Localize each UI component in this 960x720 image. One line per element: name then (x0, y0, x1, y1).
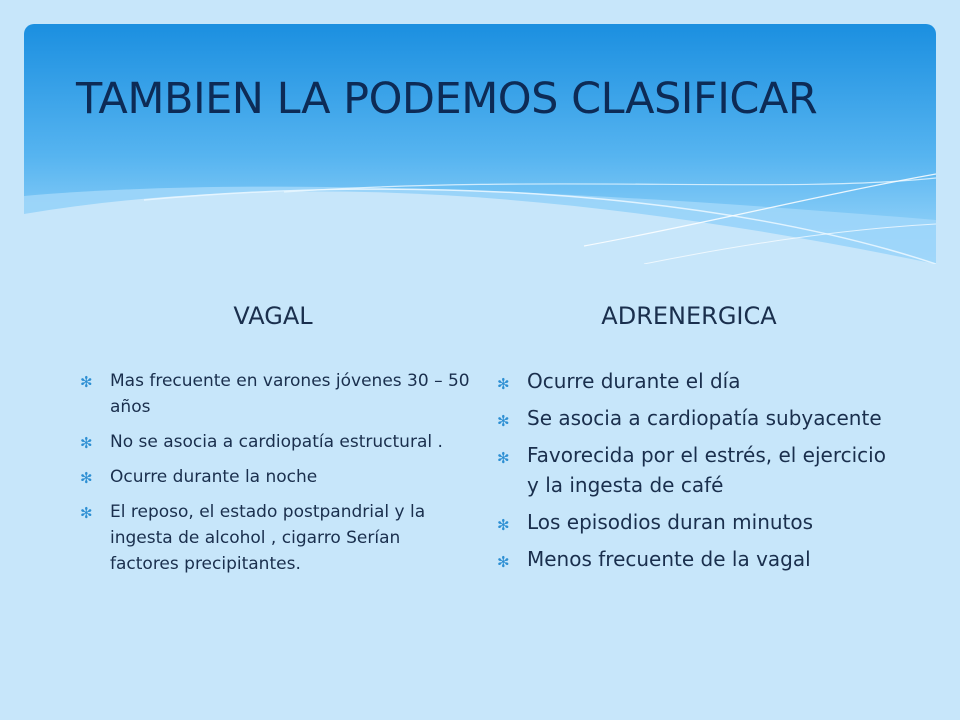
vagal-list (80, 368, 472, 586)
asterisk-bullet-icon: ✻ (497, 553, 510, 571)
slide-title: TAMBIEN LA PODEMOS CLASIFICAR (76, 74, 818, 124)
list-item-text: Los episodios duran minutos (527, 510, 814, 534)
asterisk-bullet-icon: ✻ (80, 434, 93, 452)
list-item-text: Se asocia a cardiopatía subyacente (527, 406, 882, 430)
asterisk-bullet-icon: ✻ (80, 373, 93, 391)
list-item-text: Ocurre durante el día (527, 369, 741, 393)
list-item (80, 499, 472, 577)
list-item (80, 429, 472, 455)
list-item (497, 507, 897, 537)
list-item (497, 440, 897, 500)
asterisk-bullet-icon: ✻ (497, 449, 510, 467)
list-item (497, 403, 897, 433)
header-wave-graphic (24, 24, 936, 264)
vagal-heading: VAGAL (233, 302, 313, 330)
list-item-text: Favorecida por el estrés, el ejercicio y la ingesta de café (527, 443, 886, 497)
list-item-text: El reposo, el estado postpandrial y la ingesta de alcohol , cigarro Serían factores precipitantes. (110, 502, 426, 574)
list-item-text: Ocurre durante la noche (110, 467, 318, 487)
list-item-text: Menos frecuente de la vagal (527, 547, 811, 571)
list-item-text: Mas frecuente en varones jóvenes 30 – 50 años (110, 371, 470, 417)
asterisk-bullet-icon: ✻ (497, 375, 510, 393)
header-band (24, 24, 936, 264)
list-item (80, 464, 472, 490)
list-item (497, 544, 897, 574)
adrenergica-heading: ADRENERGICA (601, 302, 777, 330)
asterisk-bullet-icon: ✻ (80, 504, 93, 522)
list-item (497, 366, 897, 396)
asterisk-bullet-icon: ✻ (80, 469, 93, 487)
asterisk-bullet-icon: ✻ (497, 412, 510, 430)
list-item (80, 368, 472, 420)
list-item-text: No se asocia a cardiopatía estructural . (110, 432, 443, 452)
asterisk-bullet-icon: ✻ (497, 516, 510, 534)
adrenergica-list (497, 366, 897, 581)
